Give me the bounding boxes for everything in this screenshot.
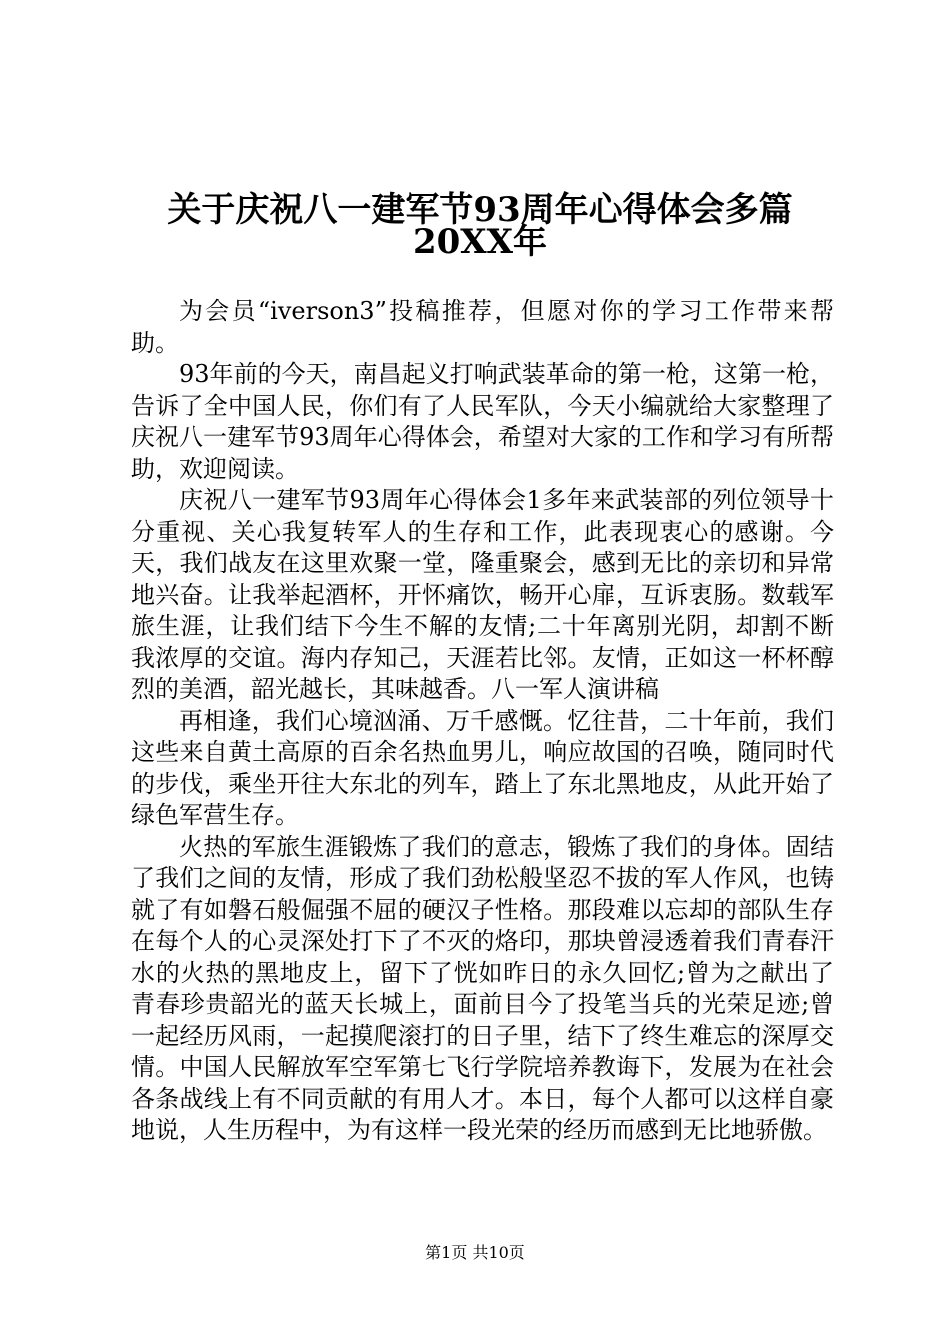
paragraph-introduction: 93年前的今天，南昌起义打响武装革命的第一枪，这第一枪，告诉了全中国人民，你们有了人民军队，今天小编就给大家整理了庆祝八一建军节93周年心得体会，希望对大家的工作和学习有所帮助，欢迎阅读。 (131, 360, 834, 483)
page-number-footer: 第1页 共10页 (425, 1243, 525, 1262)
paragraph-reunion: 再相逢，我们心境汹涌、万千感慨。忆往昔，二十年前，我们这些来自黄土高原的百余名热血男儿，响应故国的召唤，随同时代的步伐，乘坐开往大东北的列车，踏上了东北黑地皮，从此开始了绿色军营生存。 (131, 706, 834, 829)
paragraph-submission-note: 为会员“iverson3”投稿推荐，但愿对你的学习工作带来帮助。 (131, 297, 834, 357)
document-title-line-2: 20XX年 (412, 222, 548, 262)
document-body (131, 296, 834, 1147)
document-title-line-1: 关于庆祝八一建军节93周年心得体会多篇 (167, 190, 793, 230)
paragraph-experience-1: 庆祝八一建军节93周年心得体会1多年来武装部的列位领导十分重视、关心我复转军人的生存和工作，此表现衷心的感谢。今天，我们战友在这里欢聚一堂，隆重聚会，感到无比的亲切和异常地兴奋。让我举起酒杯，开怀痛饮，畅开心扉，互诉衷肠。数载军旅生涯，让我们结下今生不解的友情;二十年离别光阴，却割不断我浓厚的交谊。海内存知己，天涯若比邻。友情，正如这一杯杯醇烈的美酒，韶光越长，其味越香。八一军人演讲稿 (131, 486, 834, 703)
paragraph-military-life: 火热的军旅生涯锻炼了我们的意志，锻炼了我们的身体。固结了我们之间的友情，形成了我们劲松般坚忍不拔的军人作风，也铸就了有如磐石般倔强不屈的硬汉子性格。那段难以忘却的部队生存在每个人的心灵深处打下了不灭的烙印，那块曾浸透着我们青春汗水的火热的黑地皮上，留下了恍如昨日的永久回忆;曾为之献出了青春珍贵韶光的蓝天长城上，面前目今了投笔当兵的光荣足迹;曾一起经历风雨，一起摸爬滚打的日子里，结下了终生难忘的深厚交情。中国人民解放军空军第七飞行学院培养教诲下，发展为在社会各条战线上有不同贡献的有用人才。本日，每个人都可以这样自豪地说，人生历程中，为有这样一段光荣的经历而感到无比地骄傲。 (131, 832, 834, 1144)
